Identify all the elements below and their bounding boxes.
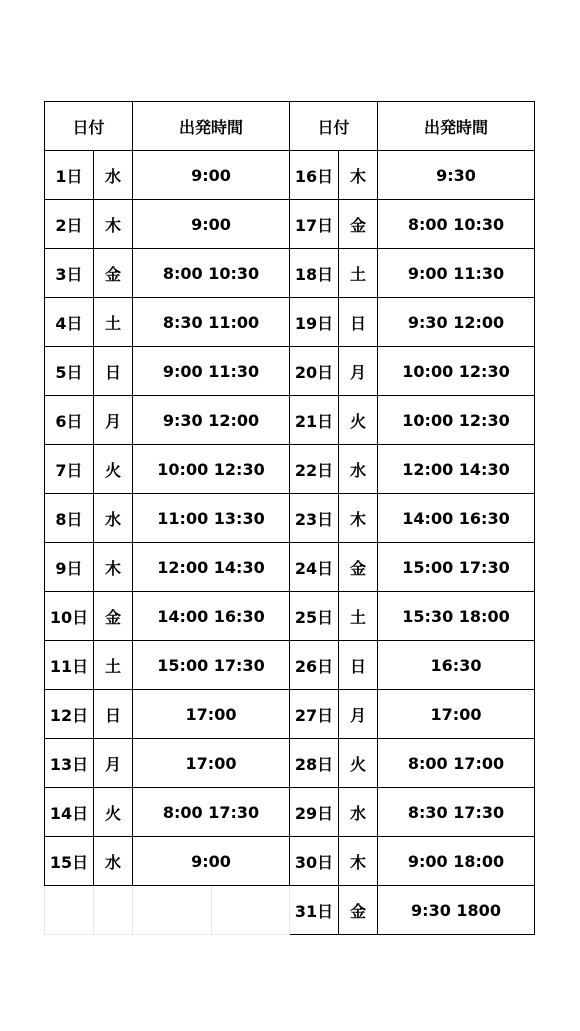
- departure-times-cell: 17:00: [133, 739, 290, 788]
- departure-times-cell: 9:00: [133, 200, 290, 249]
- weekday-cell: 木: [94, 200, 133, 249]
- schedule-row: [45, 396, 535, 445]
- day-cell: 7日: [45, 445, 94, 494]
- weekday-cell: 火: [339, 739, 378, 788]
- day-cell: 18日: [290, 249, 339, 298]
- day-cell: 31日: [290, 886, 339, 935]
- departure-times-cell: 17:00: [133, 690, 290, 739]
- day-cell: 14日: [45, 788, 94, 837]
- departure-times-cell: 9:00 11:30: [133, 347, 290, 396]
- weekday-cell: 金: [339, 543, 378, 592]
- day-cell: 8日: [45, 494, 94, 543]
- schedule-row: [45, 788, 535, 837]
- departure-times-cell: 8:00 10:30: [378, 200, 535, 249]
- weekday-cell: 日: [339, 641, 378, 690]
- day-cell: 17日: [290, 200, 339, 249]
- weekday-cell: 日: [94, 690, 133, 739]
- day-cell: 22日: [290, 445, 339, 494]
- weekday-cell: 水: [94, 837, 133, 886]
- day-cell: 6日: [45, 396, 94, 445]
- weekday-cell: 月: [339, 347, 378, 396]
- weekday-cell: 土: [339, 592, 378, 641]
- empty-cell: [94, 886, 133, 935]
- departure-times-cell: 8:00 17:00: [378, 739, 535, 788]
- departure-times-cell: 9:30 1800: [378, 886, 535, 935]
- weekday-cell: 火: [94, 445, 133, 494]
- weekday-cell: 金: [339, 886, 378, 935]
- departure-times-cell: 12:00 14:30: [378, 445, 535, 494]
- day-cell: 11日: [45, 641, 94, 690]
- day-cell: 4日: [45, 298, 94, 347]
- departure-times-cell: 9:30: [378, 151, 535, 200]
- day-cell: 16日: [290, 151, 339, 200]
- day-cell: 2日: [45, 200, 94, 249]
- weekday-cell: 水: [94, 494, 133, 543]
- day-cell: 5日: [45, 347, 94, 396]
- weekday-cell: 木: [339, 837, 378, 886]
- departure-times-cell: 8:00 10:30: [133, 249, 290, 298]
- day-cell: 23日: [290, 494, 339, 543]
- departure-times-cell: 16:30: [378, 641, 535, 690]
- departure-times-cell: 17:00: [378, 690, 535, 739]
- date-header-left: 日付: [45, 102, 133, 151]
- weekday-cell: 月: [94, 396, 133, 445]
- weekday-cell: 日: [339, 298, 378, 347]
- weekday-cell: 水: [339, 788, 378, 837]
- departure-times-cell: 9:30 12:00: [378, 298, 535, 347]
- schedule-row: [45, 445, 535, 494]
- departure-times-cell: 15:00 17:30: [378, 543, 535, 592]
- departure-times-cell: 15:00 17:30: [133, 641, 290, 690]
- weekday-cell: 月: [339, 690, 378, 739]
- empty-cell: [133, 886, 290, 935]
- day-cell: 19日: [290, 298, 339, 347]
- departure-times-cell: 11:00 13:30: [133, 494, 290, 543]
- schedule-row: [45, 347, 535, 396]
- weekday-cell: 土: [339, 249, 378, 298]
- schedule-row: [45, 494, 535, 543]
- schedule-row: [45, 151, 535, 200]
- weekday-cell: 土: [94, 641, 133, 690]
- departure-times-cell: 10:00 12:30: [378, 347, 535, 396]
- weekday-cell: 金: [339, 200, 378, 249]
- departure-times-cell: 9:30 12:00: [133, 396, 290, 445]
- departure-times-cell: 8:00 17:30: [133, 788, 290, 837]
- weekday-cell: 月: [94, 739, 133, 788]
- weekday-cell: 木: [339, 151, 378, 200]
- schedule-row: [45, 200, 535, 249]
- empty-cell: [45, 886, 94, 935]
- day-cell: 1日: [45, 151, 94, 200]
- weekday-cell: 金: [94, 249, 133, 298]
- weekday-cell: 水: [339, 445, 378, 494]
- day-cell: 29日: [290, 788, 339, 837]
- departure-schedule-table: [44, 101, 535, 935]
- day-cell: 26日: [290, 641, 339, 690]
- schedule-row: [45, 837, 535, 886]
- day-cell: 3日: [45, 249, 94, 298]
- weekday-cell: 土: [94, 298, 133, 347]
- departure-times-cell: 15:30 18:00: [378, 592, 535, 641]
- departure-times-cell: 10:00 12:30: [133, 445, 290, 494]
- schedule-row: [45, 592, 535, 641]
- schedule-row: [45, 298, 535, 347]
- departure-times-cell: 14:00 16:30: [133, 592, 290, 641]
- time-header-left: 出発時間: [133, 102, 290, 151]
- time-header-right: 出発時間: [378, 102, 535, 151]
- weekday-cell: 木: [339, 494, 378, 543]
- day-cell: 13日: [45, 739, 94, 788]
- weekday-cell: 水: [94, 151, 133, 200]
- day-cell: 27日: [290, 690, 339, 739]
- day-cell: 20日: [290, 347, 339, 396]
- day-cell: 24日: [290, 543, 339, 592]
- day-cell: 9日: [45, 543, 94, 592]
- weekday-cell: 火: [339, 396, 378, 445]
- day-cell: 28日: [290, 739, 339, 788]
- schedule-row: [45, 641, 535, 690]
- departure-times-cell: 10:00 12:30: [378, 396, 535, 445]
- header-row: [45, 102, 535, 151]
- schedule-row: [45, 543, 535, 592]
- departure-times-cell: 14:00 16:30: [378, 494, 535, 543]
- schedule-row: [45, 739, 535, 788]
- day-cell: 21日: [290, 396, 339, 445]
- schedule-body: [45, 102, 535, 935]
- departure-times-cell: 8:30 17:30: [378, 788, 535, 837]
- date-header-right: 日付: [290, 102, 378, 151]
- day-cell: 25日: [290, 592, 339, 641]
- day-cell: 12日: [45, 690, 94, 739]
- empty-cell-grid: [133, 886, 289, 934]
- schedule-row: [45, 249, 535, 298]
- schedule-row: [45, 886, 535, 935]
- weekday-cell: 金: [94, 592, 133, 641]
- departure-times-cell: 8:30 11:00: [133, 298, 290, 347]
- day-cell: 10日: [45, 592, 94, 641]
- day-cell: 15日: [45, 837, 94, 886]
- departure-times-cell: 12:00 14:30: [133, 543, 290, 592]
- departure-times-cell: 9:00 18:00: [378, 837, 535, 886]
- departure-times-cell: 9:00: [133, 837, 290, 886]
- weekday-cell: 火: [94, 788, 133, 837]
- departure-times-cell: 9:00 11:30: [378, 249, 535, 298]
- departure-times-cell: 9:00: [133, 151, 290, 200]
- day-cell: 30日: [290, 837, 339, 886]
- weekday-cell: 木: [94, 543, 133, 592]
- schedule-row: [45, 690, 535, 739]
- weekday-cell: 日: [94, 347, 133, 396]
